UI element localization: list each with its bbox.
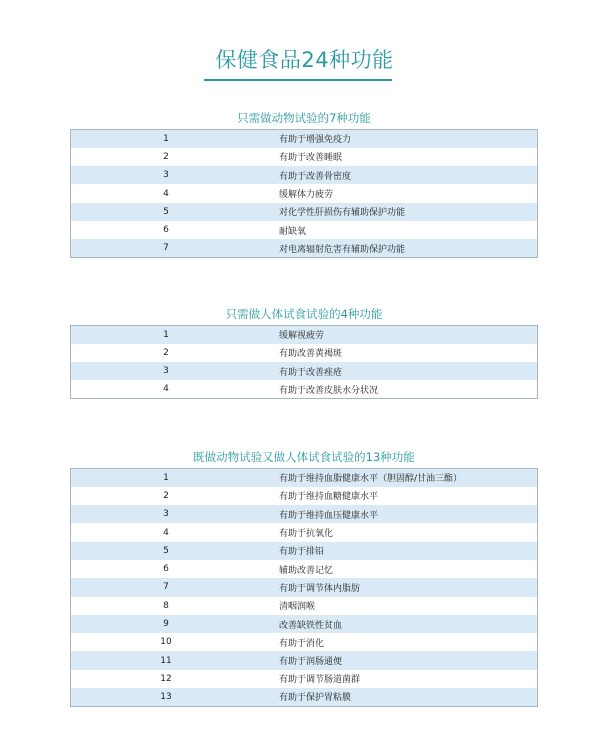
table-row (71, 239, 538, 257)
table-row (71, 542, 538, 560)
table-row (71, 505, 538, 523)
row-number: 4 (71, 523, 262, 541)
table-row (71, 651, 538, 669)
table-row (71, 560, 538, 578)
table-row (71, 633, 538, 651)
row-number: 13 (71, 688, 262, 706)
row-label: 缓解视疲劳 (261, 326, 538, 344)
section-title: 既做动物试验又做人体试食试验的13种功能 (193, 450, 415, 464)
table-row (71, 523, 538, 541)
row-label: 有助于调节体内脂肪 (261, 578, 538, 596)
page-title: 保健食品24种功能 (215, 48, 394, 72)
section-title: 只需做人体试食试验的4种功能 (225, 307, 383, 321)
table-row (71, 326, 538, 344)
row-label: 有助于增强免疫力 (261, 130, 538, 148)
row-number: 4 (71, 380, 262, 398)
row-label: 有助于改善痤疮 (261, 362, 538, 380)
row-label: 有助于改善皮肤水分状况 (261, 380, 538, 398)
row-number: 11 (71, 651, 262, 669)
row-label: 有助于排铅 (261, 542, 538, 560)
row-label: 辅助改善记忆 (261, 560, 538, 578)
table-row (71, 221, 538, 239)
table-row (71, 469, 538, 487)
row-number: 2 (71, 344, 262, 362)
row-number: 6 (71, 221, 262, 239)
row-label: 有助于抗氧化 (261, 523, 538, 541)
row-label: 有助改善黄褐斑 (261, 344, 538, 362)
row-number: 6 (71, 560, 262, 578)
row-label: 有助于保护胃粘膜 (261, 688, 538, 706)
table-row (71, 688, 538, 706)
section-both-tests (70, 446, 538, 707)
table-row (71, 184, 538, 202)
row-number: 5 (71, 203, 262, 221)
table-row (71, 615, 538, 633)
row-number: 9 (71, 615, 262, 633)
row-number: 3 (71, 166, 262, 184)
row-label: 改善缺铁性贫血 (261, 615, 538, 633)
row-number: 8 (71, 597, 262, 615)
table-row (71, 130, 538, 148)
row-label: 对电离辐射危害有辅助保护功能 (261, 239, 538, 257)
table-row (71, 487, 538, 505)
row-number: 12 (71, 670, 262, 688)
row-number: 7 (71, 578, 262, 596)
section-title: 只需做动物试验的7种功能 (237, 111, 371, 125)
section-animal-test (70, 107, 538, 258)
table-row (71, 380, 538, 398)
table-row (71, 597, 538, 615)
function-table (70, 129, 538, 258)
row-number: 4 (71, 184, 262, 202)
row-label: 有助于消化 (261, 633, 538, 651)
table-row (71, 344, 538, 362)
table-row (71, 203, 538, 221)
row-number: 3 (71, 505, 262, 523)
function-table (70, 468, 538, 707)
row-label: 清咽润喉 (261, 597, 538, 615)
row-number: 7 (71, 239, 262, 257)
row-label: 有助于维持血脂健康水平（胆固醇/甘油三酯） (261, 469, 538, 487)
row-label: 有助于润肠通便 (261, 651, 538, 669)
row-number: 10 (71, 633, 262, 651)
table-row (71, 362, 538, 380)
title-underline (204, 79, 392, 81)
section-human-trial (70, 303, 538, 399)
row-number: 2 (71, 148, 262, 166)
row-number: 1 (71, 130, 262, 148)
row-number: 5 (71, 542, 262, 560)
table-row (71, 670, 538, 688)
row-number: 1 (71, 326, 262, 344)
row-label: 有助于改善骨密度 (261, 166, 538, 184)
function-table (70, 325, 538, 399)
row-label: 耐缺氧 (261, 221, 538, 239)
row-number: 3 (71, 362, 262, 380)
row-label: 缓解体力疲劳 (261, 184, 538, 202)
row-number: 1 (71, 469, 262, 487)
row-label: 有助于维持血压健康水平 (261, 505, 538, 523)
row-label: 对化学性肝损伤有辅助保护功能 (261, 203, 538, 221)
row-label: 有助于维持血糖健康水平 (261, 487, 538, 505)
table-row (71, 578, 538, 596)
row-number: 2 (71, 487, 262, 505)
table-row (71, 166, 538, 184)
row-label: 有助于调节肠道菌群 (261, 670, 538, 688)
table-row (71, 148, 538, 166)
row-label: 有助于改善睡眠 (261, 148, 538, 166)
